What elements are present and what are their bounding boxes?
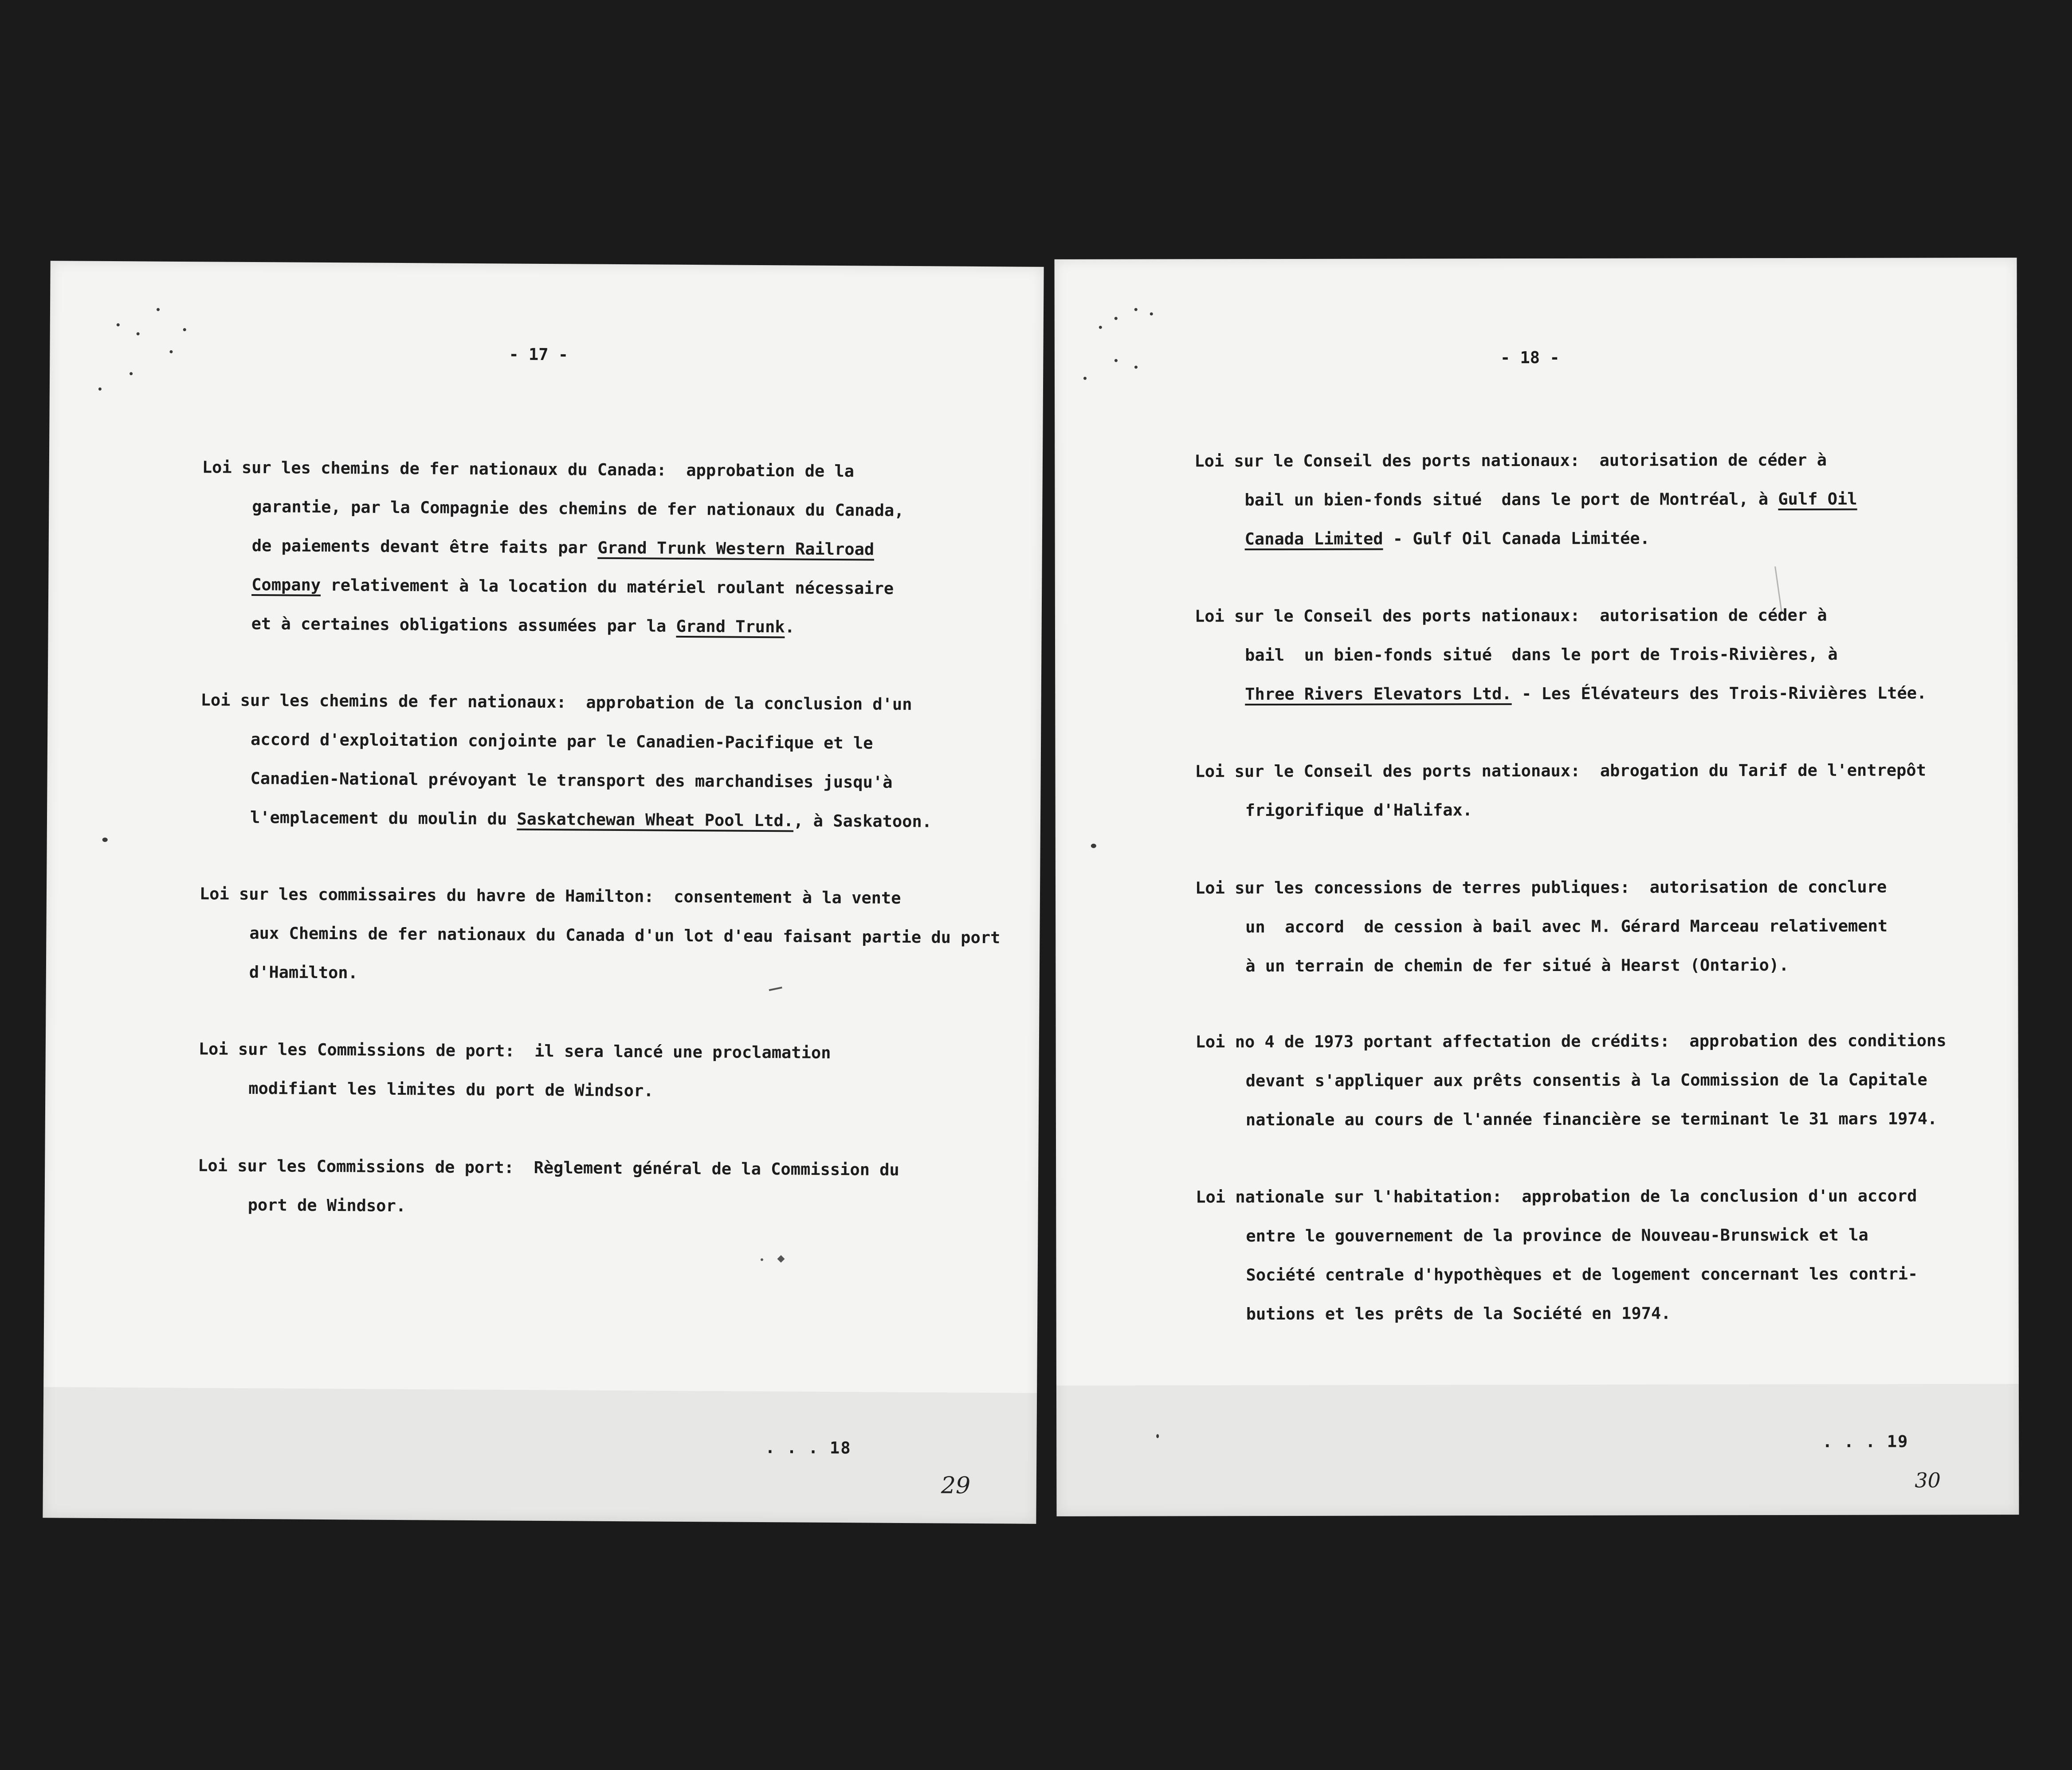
entry-line: accord d'exploitation conjointe par le Canadien-Pacifique et le bbox=[250, 729, 873, 753]
entry-line: et à certaines obligations assumées par la Grand Trunk. bbox=[251, 614, 795, 637]
speck bbox=[169, 350, 173, 353]
entry-line: Loi sur le Conseil des ports nationaux: autorisation de céder à bbox=[1194, 450, 1827, 471]
entry-line: Loi no 4 de 1973 portant affectation de crédits: approbation des conditions bbox=[1195, 1031, 1946, 1052]
page-number: - 17 - bbox=[509, 345, 569, 364]
entry-line: à un terrain de chemin de fer situé à Hearst (Ontario). bbox=[1245, 955, 1789, 976]
underlined-company-name: Saskatchewan Wheat Pool Ltd. bbox=[517, 809, 794, 830]
entry-line: butions et les prêts de la Société en 1974. bbox=[1246, 1304, 1671, 1324]
entry-halifax-tariff bbox=[1195, 751, 1926, 830]
speck bbox=[1134, 366, 1138, 369]
speck bbox=[1091, 844, 1096, 848]
speck bbox=[761, 1258, 763, 1261]
speck bbox=[1114, 317, 1118, 320]
entry-line: Canadien-National prévoyant le transport des marchandises jusqu'à bbox=[250, 768, 893, 792]
entry-appropriation-act bbox=[1196, 1021, 1946, 1140]
handwritten-folio-number: 30 bbox=[1915, 1468, 1941, 1492]
entry-montreal-port-lease bbox=[1194, 441, 1857, 559]
entry-line: devant s'appliquer aux prêts consentis à la Commission de la Capitale bbox=[1245, 1070, 1927, 1091]
speck bbox=[1083, 377, 1087, 380]
speck bbox=[137, 332, 140, 335]
entry-line: aux Chemins de fer nationaux du Canada d'un lot d'eau faisant partie du port bbox=[249, 923, 1001, 948]
speck bbox=[1134, 308, 1138, 311]
entry-line: Three Rivers Elevators Ltd. - Les Élévateurs des Trois-Rivières Ltée. bbox=[1245, 683, 1927, 704]
document-page-17 bbox=[43, 261, 1044, 1524]
entry-line: frigorifique d'Halifax. bbox=[1245, 800, 1473, 820]
entry-cn-railway-guarantee bbox=[201, 448, 904, 647]
underlined-company-name: Grand Trunk Western Railroad bbox=[597, 538, 875, 559]
entry-line: Loi sur les chemins de fer nationaux du Canada: approbation de la bbox=[202, 458, 855, 481]
entry-line: modifiant les limites du port de Windsor. bbox=[248, 1078, 654, 1100]
entry-line: d'Hamilton. bbox=[249, 962, 358, 983]
continuation-marker: . . . 18 bbox=[765, 1438, 852, 1458]
entry-line: nationale au cours de l'année financière se terminant le 31 mars 1974. bbox=[1245, 1109, 1938, 1130]
entry-line: Société centrale d'hypothèques et de logement concernant les contri- bbox=[1246, 1264, 1918, 1285]
page-shadow-band bbox=[43, 1387, 1037, 1524]
entry-line: bail un bien-fonds situé dans le port de Trois-Rivières, à bbox=[1245, 644, 1838, 665]
entry-line: Loi sur le Conseil des ports nationaux: autorisation de céder à bbox=[1194, 605, 1827, 626]
speck bbox=[130, 372, 133, 375]
entry-line: Loi sur les chemins de fer nationaux: approbation de la conclusion d'un bbox=[200, 690, 912, 714]
entry-line: Company relativement à la location du matériel roulant nécessaire bbox=[251, 575, 894, 598]
entry-trois-rivieres-port-lease bbox=[1195, 595, 1927, 714]
entry-line: Loi nationale sur l'habitation: approbation de la conclusion d'un accord bbox=[1196, 1186, 1917, 1207]
entry-national-housing-act bbox=[1196, 1177, 1918, 1334]
speck bbox=[1150, 313, 1153, 316]
entry-line: Loi sur les Commissions de port: il sera lancé une proclamation bbox=[198, 1039, 831, 1062]
entry-windsor-regulation bbox=[197, 1146, 899, 1229]
speck bbox=[777, 1255, 785, 1263]
underlined-company-name: Canada Limited bbox=[1244, 529, 1383, 549]
entry-line: de paiements devant être faits par Grand Trunk Western Railroad bbox=[251, 536, 875, 559]
entry-public-lands-lease bbox=[1195, 868, 1888, 986]
entry-line: entre le gouvernement de la province de Nouveau-Brunswick et la bbox=[1246, 1225, 1868, 1246]
underlined-company-name: Company bbox=[251, 575, 321, 595]
entry-windsor-proclamation bbox=[198, 1030, 831, 1112]
entry-line: bail un bien-fonds situé dans le port de Montréal, à Gulf Oil bbox=[1244, 489, 1857, 510]
continuation-marker: . . . 19 bbox=[1822, 1432, 1909, 1451]
entry-line: Canada Limited - Gulf Oil Canada Limitée. bbox=[1244, 529, 1650, 549]
entry-line: garantie, par la Compagnie des chemins de fer nationaux du Canada, bbox=[252, 497, 904, 520]
speck bbox=[1114, 359, 1118, 362]
handwritten-folio-number: 29 bbox=[941, 1472, 971, 1499]
entry-line: port de Windsor. bbox=[247, 1195, 406, 1216]
page-number: - 18 - bbox=[1500, 348, 1560, 368]
speck bbox=[98, 388, 102, 391]
underlined-company-name: Grand Trunk bbox=[676, 616, 785, 637]
entry-line: Loi sur les commissaires du havre de Hamilton: consentement à la vente bbox=[199, 884, 901, 908]
entry-line: Loi sur les concessions de terres publiques: autorisation de conclure bbox=[1195, 877, 1887, 898]
speck bbox=[1156, 1434, 1159, 1438]
entry-line: Loi sur les Commissions de port: Règlement général de la Commission du bbox=[198, 1156, 899, 1179]
speck bbox=[1099, 326, 1102, 329]
underlined-company-name: Gulf Oil bbox=[1778, 489, 1857, 509]
speck bbox=[157, 308, 160, 311]
entry-joint-operation-agreement bbox=[200, 681, 933, 841]
entry-hamilton-harbour bbox=[199, 874, 1001, 996]
entry-line: un accord de cession à bail avec M. Gérard Marceau relativement bbox=[1245, 916, 1888, 937]
entry-line: Loi sur le Conseil des ports nationaux: abrogation du Tarif de l'entrepôt bbox=[1195, 760, 1927, 781]
entry-line: l'emplacement du moulin du Saskatchewan Wheat Pool Ltd., à Saskatoon. bbox=[250, 807, 932, 831]
speck bbox=[183, 328, 186, 331]
document-page-18 bbox=[1055, 258, 2019, 1516]
underlined-company-name: Three Rivers Elevators Ltd. bbox=[1245, 684, 1512, 704]
speck bbox=[117, 323, 120, 326]
speck bbox=[102, 838, 108, 842]
